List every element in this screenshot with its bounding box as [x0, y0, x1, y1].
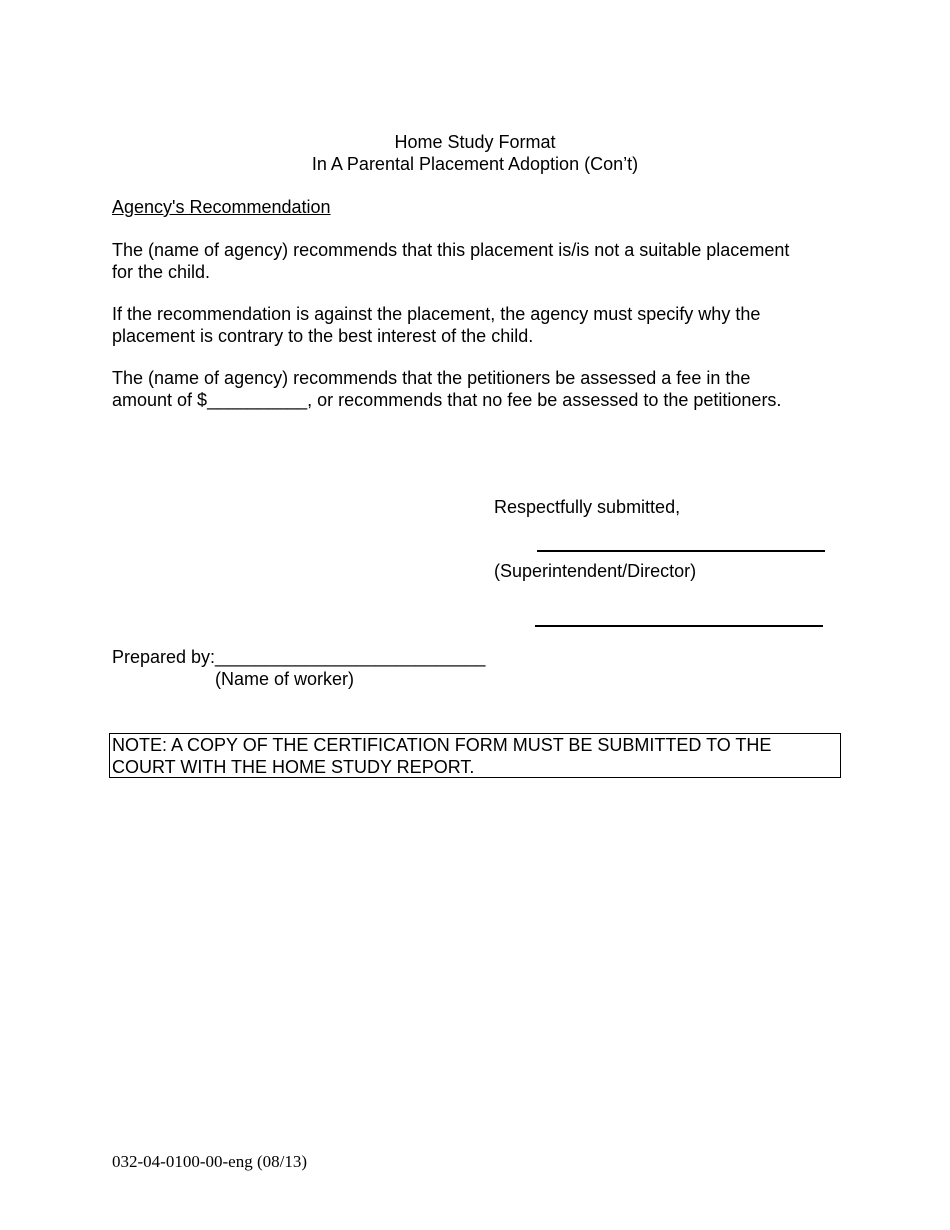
note-line: NOTE: A COPY OF THE CERTIFICATION FORM MUST BE SUBMITTED TO THE [112, 735, 772, 755]
paragraph-line: The (name of agency) recommends that this placement is/is not a suitable placement [112, 240, 790, 260]
note-box [109, 733, 841, 778]
paragraph-line: placement is contrary to the best interest of the child. [112, 325, 534, 346]
note-line: COURT WITH THE HOME STUDY REPORT. [112, 756, 475, 777]
against-placement-paragraph [112, 304, 832, 347]
page-title: Home Study Format [394, 132, 556, 152]
prepared-by-field[interactable]: Prepared by:___________________________ [112, 647, 486, 667]
recommendation-paragraph [112, 240, 832, 283]
paragraph-line: If the recommendation is against the placement, the agency must specify why the [112, 304, 761, 324]
page-subtitle: In A Parental Placement Adoption (Con’t) [311, 154, 639, 174]
paragraph-line: for the child. [112, 261, 211, 282]
fee-paragraph [112, 368, 832, 411]
paragraph-line: amount of $__________, or recommends that no fee be assessed to the petitioners. [112, 389, 782, 410]
date-signature-line[interactable] [535, 625, 823, 627]
paragraph-line: The (name of agency) recommends that the petitioners be assessed a fee in the [112, 368, 751, 388]
director-title-label: (Superintendent/Director) [494, 561, 697, 581]
director-signature-line[interactable] [537, 550, 825, 552]
closing-text: Respectfully submitted, [494, 497, 681, 517]
worker-name-label: (Name of worker) [215, 669, 355, 689]
section-heading: Agency's Recommendation [112, 197, 331, 217]
form-code: 032-04-0100-00-eng (08/13) [112, 1152, 307, 1171]
